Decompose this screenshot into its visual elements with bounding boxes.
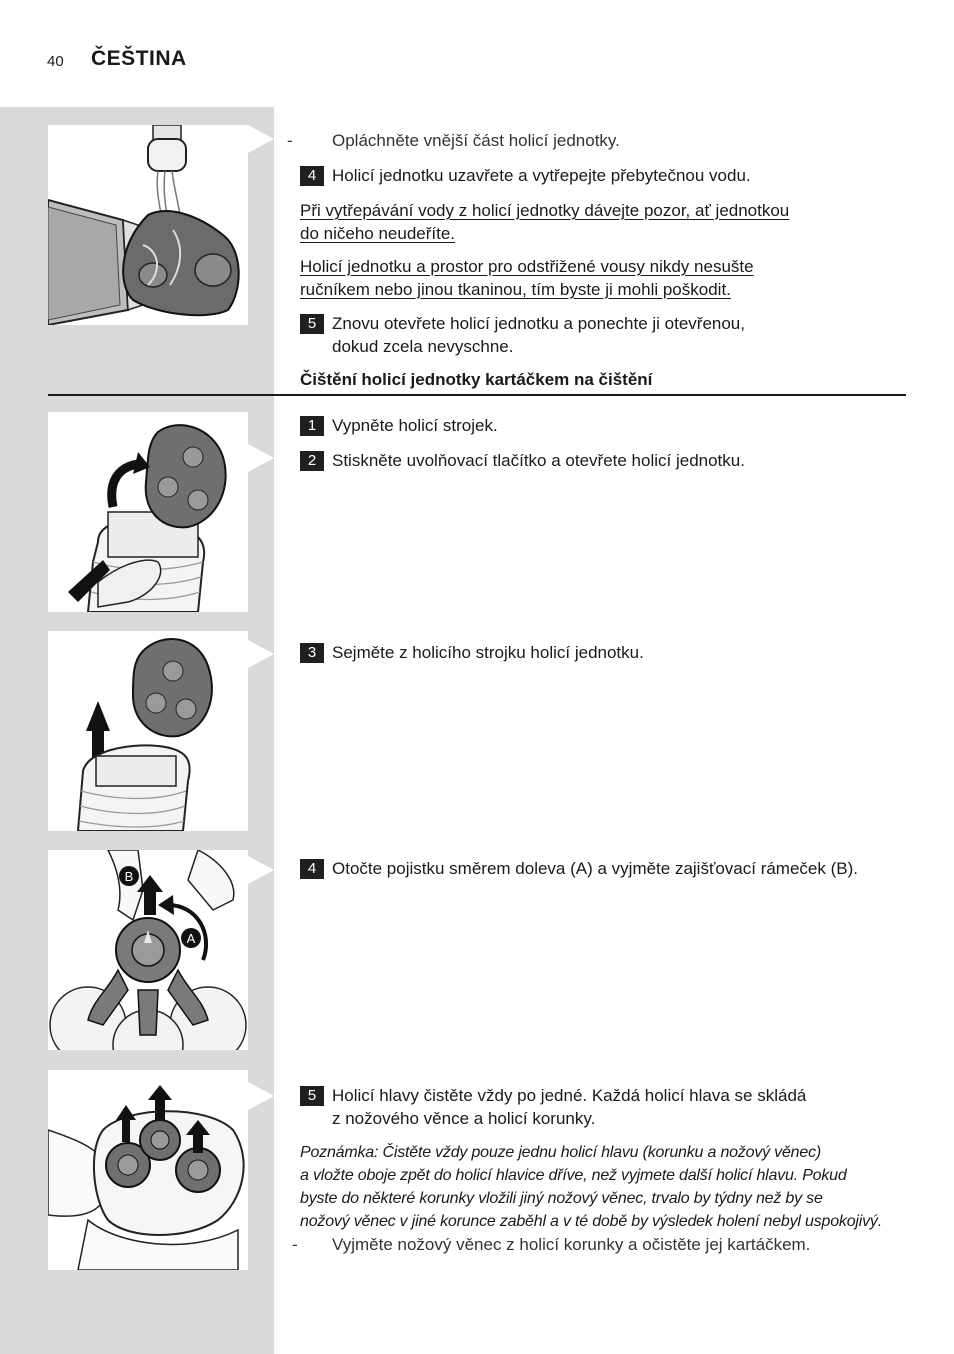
note-line1: Poznámka: Čistěte vždy pouze jednu holicí hlavu (korunku a nožový věnec) [300,1144,822,1161]
warning-shake-line1: Při vytřepávání vody z holicí jednotky dávejte pozor, ať jednotkou [300,201,790,220]
shaving-heads-illustration [48,1070,248,1270]
figure-shaving-heads [48,1070,248,1270]
step-number: 5 [300,314,324,334]
step-4-close: 4 Holicí jednotku uzavřete a vytřepejte přebytečnou vodu. [300,164,751,187]
label-b: B [124,869,134,884]
note-line2: a vložte oboje zpět do holicí hlavice dříve, než vyjmete další holicí hlavu. Pokud [300,1167,847,1184]
page-language-title: ČEŠTINA [91,47,187,70]
note-line3: byste do některé korunky vložili jiný nožový věnec, trvalo by týdny než by se [300,1190,823,1207]
note-label: Poznámka: [300,1144,379,1161]
step-5-heads-line2: z nožového věnce a holicí korunky. [332,1109,596,1128]
step-number: 1 [300,416,324,436]
note-line4: nožový věnec v jiné korunce zaběhl a v té době by výsledek holení nebyl uspokojivý. [300,1213,882,1230]
step-4-frame: 4 Otočte pojistku směrem doleva (A) a vyjměte zajišťovací rámeček (B). [300,857,858,880]
figure-pointer [248,125,274,153]
warning-towel-line2: ručníkem nebo jinou tkaninou, tím byste ji mohli poškodit. [300,280,731,299]
rinse-illustration [48,125,248,325]
figure-pointer [248,1082,274,1110]
figure-remove-unit [48,631,248,831]
warning-towel-line1: Holicí jednotku a prostor pro odstřižené vousy nikdy nesušte [300,257,754,276]
step-number: 5 [300,1086,324,1106]
block-remove-cutter: - Vyjměte nožový věnec z holicí korunky a očistěte jej kartáčkem. [292,1235,811,1254]
figure-pointer [248,856,274,884]
figure-open-unit [48,412,248,612]
label-a: A [186,931,196,946]
step-number: 2 [300,451,324,471]
figure-pointer [248,444,274,472]
step-2-release: 2 Stiskněte uvolňovací tlačítko a otevřete holicí jednotku. [300,449,745,472]
block-rinse-text: - Opláchněte vnější část holicí jednotky. [287,131,620,150]
step-number: 4 [300,166,324,186]
step-5-open: 5 Znovu otevřete holicí jednotku a ponechte ji otevřenou, [300,312,745,335]
step-number: 3 [300,643,324,663]
step-1-switch-off: 1 Vypněte holicí strojek. [300,414,498,437]
figure-pointer [248,640,274,668]
figure-retaining-frame [48,850,248,1050]
page-number: 40 [47,53,64,70]
figure-rinse [48,125,248,325]
warning-shake-line2: do ničeho neudeříte. [300,224,456,243]
step-3-remove: 3 Sejměte z holicího strojku holicí jednotku. [300,641,644,664]
open-unit-illustration [48,412,248,612]
section-heading: Čištění holicí jednotky kartáčkem na čištění [300,370,653,389]
retaining-frame-illustration [48,850,248,1050]
step-5-open-line2: dokud zcela nevyschne. [332,337,514,356]
remove-unit-illustration [48,631,248,831]
step-number: 4 [300,859,324,879]
step-5-heads: 5 Holicí hlavy čistěte vždy po jedné. Každá holicí hlava se skládá [300,1084,806,1107]
section-divider [48,394,906,396]
